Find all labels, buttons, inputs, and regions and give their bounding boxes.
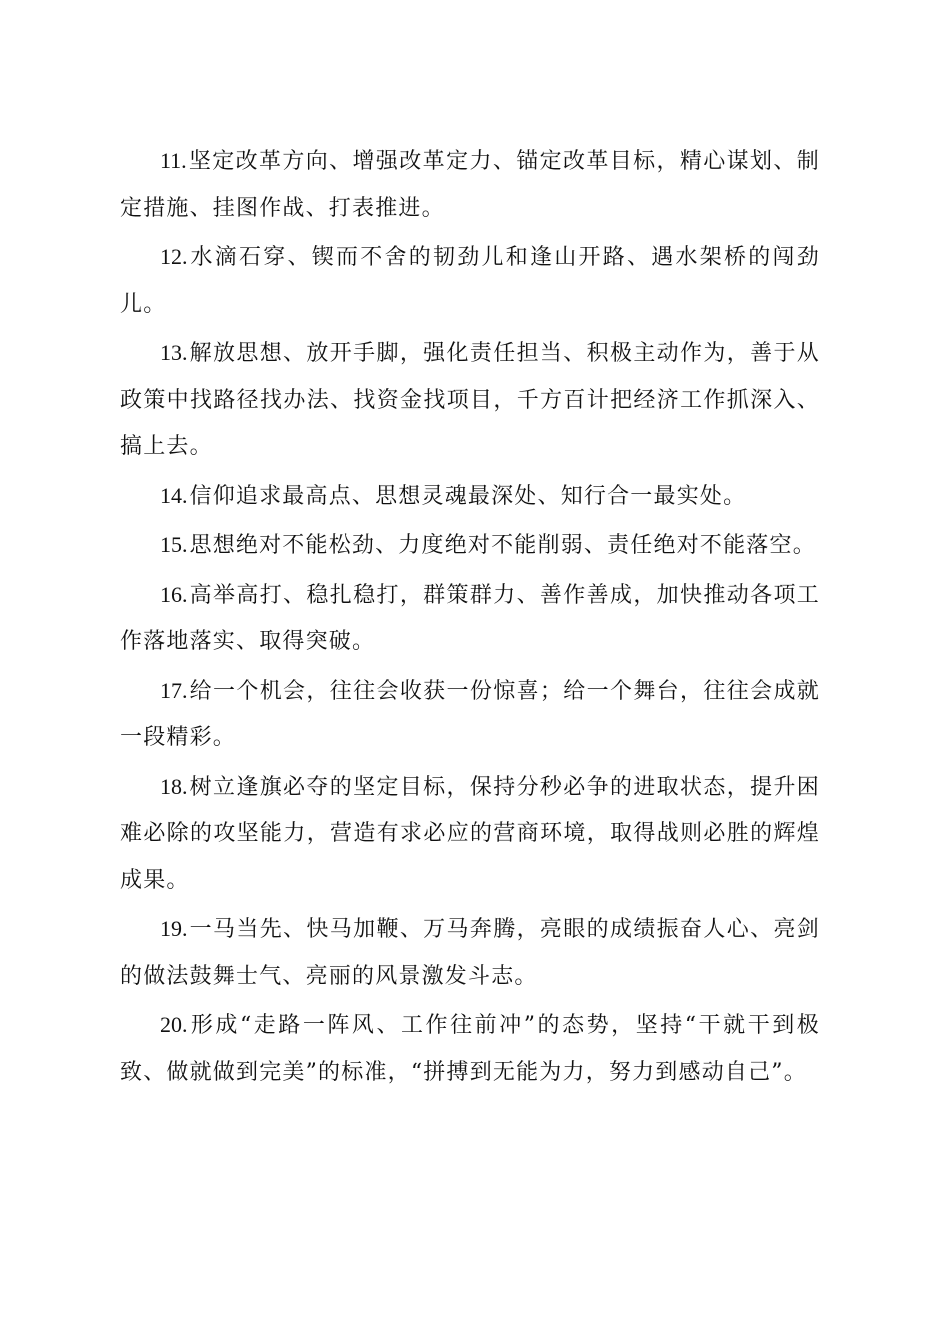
paragraph-number: 14.	[160, 482, 188, 508]
paragraph-number: 20.	[160, 1012, 188, 1037]
paragraph-11	[120, 138, 820, 232]
paragraph-17	[120, 668, 820, 762]
paragraph-text: 一马当先、快马加鞭、万马奔腾，亮眼的成绩振奋人心、亮剑的做法鼓舞士气、亮丽的风景激发斗志。	[120, 917, 820, 989]
paragraph-number: 19.	[160, 916, 188, 941]
paragraph-14	[120, 473, 820, 521]
paragraph-12	[120, 234, 820, 328]
paragraph-text: 信仰追求最高点、思想灵魂最深处、知行合一最实处。	[189, 483, 747, 509]
paragraph-text: 树立逢旗必夺的坚定目标，保持分秒必争的进取状态，提升困难必除的攻坚能力，营造有求必应的营商环境，取得战则必胜的辉煌成果。	[120, 774, 820, 893]
document-body	[120, 138, 820, 1098]
paragraph-13	[120, 330, 820, 471]
paragraph-19	[120, 906, 820, 1000]
paragraph-text: 形成“走路一阵风、工作往前冲”的态势，坚持“干就干到极致、做就做到完美”的标准，“拼搏到无能为力，努力到感动自己”。	[120, 1013, 820, 1085]
paragraph-15	[120, 522, 820, 570]
paragraph-number: 16.	[160, 581, 188, 607]
paragraph-20	[120, 1002, 820, 1096]
paragraph-text: 水滴石穿、锲而不舍的韧劲儿和逢山开路、遇水架桥的闯劲儿。	[120, 245, 820, 317]
paragraph-number: 17.	[160, 677, 188, 703]
paragraph-number: 15.	[160, 532, 188, 557]
paragraph-number: 18.	[160, 773, 188, 799]
paragraph-number: 11.	[160, 148, 187, 173]
paragraph-number: 12.	[160, 244, 188, 269]
paragraph-text: 思想绝对不能松劲、力度绝对不能削弱、责任绝对不能落空。	[189, 533, 816, 558]
paragraph-text: 给一个机会，往往会收获一份惊喜；给一个舞台，往往会成就一段精彩。	[120, 678, 820, 750]
paragraph-number: 13.	[160, 340, 188, 365]
paragraph-18	[120, 764, 820, 905]
paragraph-text: 高举高打、稳扎稳打，群策群力、善作善成，加快推动各项工作落地落实、取得突破。	[120, 582, 820, 654]
paragraph-text: 解放思想、放开手脚，强化责任担当、积极主动作为，善于从政策中找路径找办法、找资金找项目，千方百计把经济工作抓深入、搞上去。	[120, 341, 820, 459]
paragraph-16	[120, 572, 820, 666]
paragraph-text: 坚定改革方向、增强改革定力、锚定改革目标，精心谋划、制定措施、挂图作战、打表推进。	[120, 149, 820, 221]
